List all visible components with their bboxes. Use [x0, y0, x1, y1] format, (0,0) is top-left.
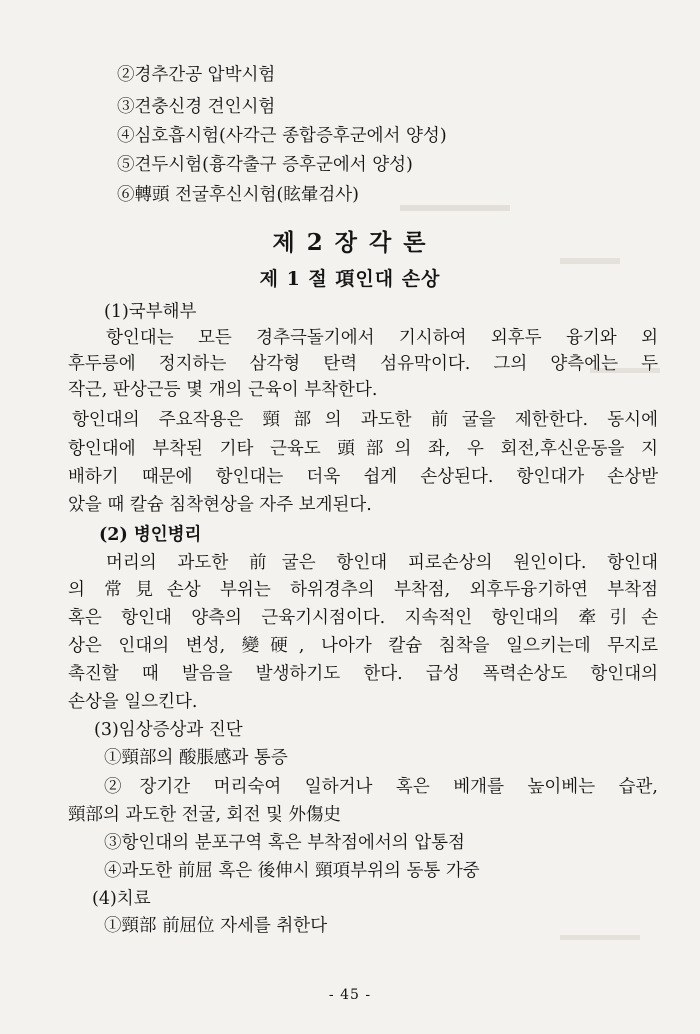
- bleed-through-mark: [560, 935, 640, 940]
- bleed-through-mark: [560, 258, 620, 264]
- body-line: 혹은 항인대 양측의 근육기시점이다. 지속적인 항인대의 牽引손: [68, 608, 658, 628]
- body-line: 상은 인대의 변성, 變硬, 나아가 칼슘 침착을 일으키는데 무지로: [68, 636, 658, 656]
- list-item: ④과도한 前屈 혹은 後伸시 頸項부위의 동통 가중: [104, 861, 480, 881]
- body-line: 의 常見손상 부위는 하위경추의 부착점, 외후두융기하연 부착점: [68, 580, 658, 600]
- body-line: 손상을 일으킨다.: [68, 692, 198, 712]
- body-line: 항인대는 모든 경추극돌기에서 기시하여 외후두 융기와 외: [106, 328, 658, 348]
- body-line: 항인대의 주요작용은 頸部의 과도한 前굴을 제한한다. 동시에: [72, 410, 658, 430]
- body-line: 후두릉에 정지하는 삼각형 탄력 섬유막이다. 그의 양측에는 두: [68, 354, 659, 374]
- section-title: 제 1 절 項인대 손상: [259, 268, 441, 290]
- body-line: 항인대에 부착된 기타 근육도 頭部의 좌, 우 회전,후신운동을 지: [68, 439, 658, 459]
- body-line: 머리의 과도한 前굴은 항인대 피로손상의 원인이다. 항인대: [106, 553, 658, 573]
- intro-list-item: ⑤견두시험(흉각출구 증후군에서 양성): [117, 155, 413, 175]
- subsection-heading: (4)치료: [92, 889, 151, 909]
- body-line: 배하기 때문에 항인대는 더욱 쉽게 손상된다. 항인대가 손상받: [68, 467, 658, 487]
- body-line: 작근, 판상근등 몇 개의 근육이 부착한다.: [68, 380, 378, 400]
- body-line: 촉진할 때 발음을 발생하기도 한다. 급성 폭력손상도 항인대의: [68, 664, 658, 684]
- page-number: - 45 -: [328, 987, 372, 1003]
- intro-list-item: ⑥轉頭 전굴후신시험(眩暈검사): [117, 185, 359, 205]
- list-item: ①頸部 前屈位 자세를 취한다: [104, 916, 328, 936]
- list-item: ②장기간 머리숙여 일하거나 혹은 베개를 높이베는 습관,: [104, 777, 658, 797]
- list-item: ③항인대의 분포구역 혹은 부착점에서의 압통점: [104, 833, 465, 853]
- list-item: 頸部의 과도한 전굴, 회전 및 外傷史: [68, 805, 342, 825]
- intro-list-item: ④심호흡시험(사각근 종합증후군에서 양성): [117, 126, 447, 146]
- intro-list-item: ②경추간공 압박시험: [117, 65, 276, 85]
- subsection-heading: (3)임상증상과 진단: [94, 720, 243, 740]
- body-line: 았을 때 칼슘 침착현상을 자주 보게된다.: [68, 495, 372, 515]
- intro-list-item: ③견충신경 견인시험: [117, 97, 276, 117]
- list-item: ①頸部의 酸脹感과 통증: [104, 748, 288, 768]
- bleed-through-mark: [400, 205, 510, 211]
- chapter-title: 제 2 장 각 론: [272, 229, 428, 256]
- subsection-heading: (1)국부해부: [104, 302, 197, 322]
- subsection-heading: (2) 병인병리: [99, 525, 202, 545]
